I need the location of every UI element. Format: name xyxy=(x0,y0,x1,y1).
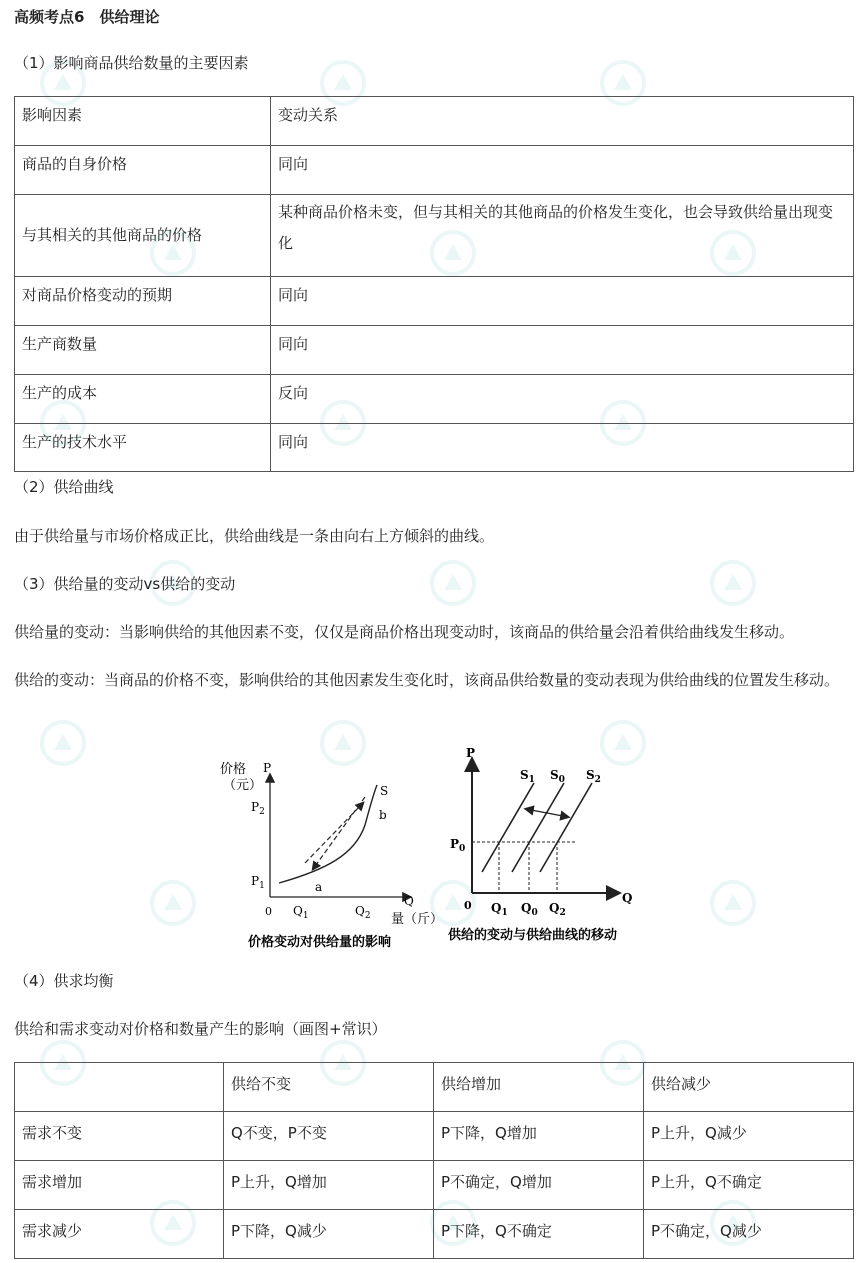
table-cell: P上升，Q增加 xyxy=(224,1161,434,1210)
section2-text: 由于供给量与市场价格成正比，供给曲线是一条由向右上方倾斜的曲线。 xyxy=(14,527,495,545)
table-header-cell: 供给增加 xyxy=(434,1063,644,1112)
table-row xyxy=(15,97,854,146)
table-row xyxy=(15,277,854,326)
x-axis-label: 量（斤） xyxy=(391,912,444,927)
watermark-logo-icon xyxy=(150,880,196,930)
supply-line-s2 xyxy=(540,783,592,872)
point-a-label: a xyxy=(315,880,323,894)
table-header-cell: 变动关系 xyxy=(271,97,854,146)
section2-title: （2）供给曲线 xyxy=(14,478,114,496)
table-cell: 生产的技术水平 xyxy=(15,424,271,472)
table-row xyxy=(15,1112,854,1161)
curve-label-s: S xyxy=(380,784,389,798)
q0-label: $Q_0$ xyxy=(521,901,538,918)
y-axis-label-line1: 价格 xyxy=(220,762,247,777)
s0-label: $S_0$ xyxy=(550,768,565,785)
table-cell: 生产商数量 xyxy=(15,326,271,375)
supply-shift-figure xyxy=(440,745,655,950)
table-cell: P不确定，Q减少 xyxy=(644,1210,854,1259)
point-b-label: b xyxy=(379,808,387,822)
q1-label: $Q_1$ xyxy=(491,901,508,918)
section1-title: （1）影响商品供给数量的主要因素 xyxy=(14,54,249,72)
figure-left-caption: 价格变动对供给量的影响 xyxy=(248,935,392,950)
table-cell: P下降，Q增加 xyxy=(434,1112,644,1161)
p1-label: $P_1$ xyxy=(251,874,265,891)
q-axis-label: Q xyxy=(622,891,633,905)
table-cell: P上升，Q不确定 xyxy=(644,1161,854,1210)
table-cell: Q不变，P不变 xyxy=(224,1112,434,1161)
table-cell: 某种商品价格未变，但与其相关的其他商品的价格发生变化，也会导致供给量出现变化 xyxy=(271,195,854,277)
section3-text2: 供给的变动：当商品的价格不变，影响供给的其他因素发生变化时，该商品供给数量的变动表现为供给曲线的位置发生移动。 xyxy=(14,671,840,689)
table-header-cell: 供给不变 xyxy=(224,1063,434,1112)
table-cell: 同向 xyxy=(271,424,854,472)
supply-quantity-figure xyxy=(215,745,444,955)
q2-label: $Q_2$ xyxy=(355,904,371,921)
y-axis-label-line2: （元） xyxy=(223,778,263,793)
section3-title: （3）供给量的变动vs供给的变动 xyxy=(14,575,236,593)
table-cell: 与其相关的其他商品的价格 xyxy=(15,195,271,277)
p2-label: $P_2$ xyxy=(251,800,265,817)
p0-label: $P_0$ xyxy=(450,837,466,854)
table-header-cell xyxy=(15,1063,224,1112)
table-row xyxy=(15,146,854,195)
table-cell: P下降，Q不确定 xyxy=(434,1210,644,1259)
table-row xyxy=(15,1210,854,1259)
table-cell: 同向 xyxy=(271,326,854,375)
table-cell: 反向 xyxy=(271,375,854,424)
table-header-cell: 供给减少 xyxy=(644,1063,854,1112)
table-cell: 生产的成本 xyxy=(15,375,271,424)
table-cell: P不确定，Q增加 xyxy=(434,1161,644,1210)
table-cell: 商品的自身价格 xyxy=(15,146,271,195)
p-axis-label: P xyxy=(466,746,476,760)
equilibrium-table xyxy=(14,1062,854,1259)
section4-text: 供给和需求变动对价格和数量产生的影响（画图+常识） xyxy=(14,1020,387,1038)
factors-table xyxy=(14,96,854,472)
table-cell: P下降，Q减少 xyxy=(224,1210,434,1259)
origin-label: 0 xyxy=(265,905,272,918)
shift-arrow xyxy=(526,809,568,817)
table-cell: 需求减少 xyxy=(15,1210,224,1259)
q1-label: $Q_1$ xyxy=(293,904,309,921)
table-cell: 同向 xyxy=(271,277,854,326)
table-cell: 同向 xyxy=(271,146,854,195)
table-row xyxy=(15,1161,854,1210)
table-row xyxy=(15,1063,854,1112)
table-row xyxy=(15,375,854,424)
table-row xyxy=(15,424,854,472)
supply-line-s0 xyxy=(512,783,564,872)
p-axis-label: P xyxy=(263,761,272,775)
table-cell: 需求不变 xyxy=(15,1112,224,1161)
page-heading: 高频考点6 供给理论 xyxy=(14,8,160,26)
table-header-cell: 影响因素 xyxy=(15,97,271,146)
watermark-logo-icon xyxy=(40,720,86,770)
q-axis-label: Q xyxy=(404,894,414,908)
figure-right-caption: 供给的变动与供给曲线的移动 xyxy=(448,928,618,943)
table-cell: 需求增加 xyxy=(15,1161,224,1210)
table-row xyxy=(15,195,854,277)
table-row xyxy=(15,326,854,375)
section3-text1: 供给量的变动：当影响供给的其他因素不变，仅仅是商品价格出现变动时，该商品的供给量会沿着供给曲线发生移动。 xyxy=(14,623,795,641)
table-cell: 对商品价格变动的预期 xyxy=(15,277,271,326)
table-cell: P上升，Q减少 xyxy=(644,1112,854,1161)
q2-label: $Q_2$ xyxy=(549,901,566,918)
section4-title: （4）供求均衡 xyxy=(14,972,114,990)
supply-line-s1 xyxy=(482,783,534,872)
origin-label: 0 xyxy=(464,899,472,912)
s1-label: $S_1$ xyxy=(520,768,535,785)
supply-curve xyxy=(279,785,377,883)
watermark-logo-icon xyxy=(710,880,756,930)
s2-label: $S_2$ xyxy=(586,768,601,785)
